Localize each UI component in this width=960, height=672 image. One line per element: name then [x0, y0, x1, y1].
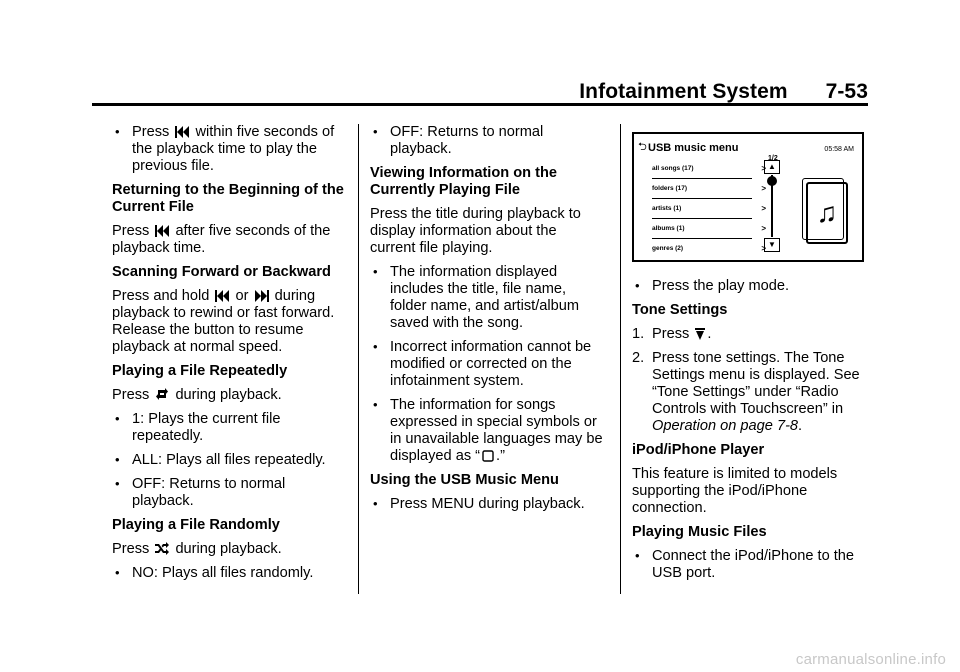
paragraph: Press after five seconds of the playback time. — [112, 223, 331, 256]
music-note-icon: ♫ — [806, 182, 848, 244]
paragraph: Press during playback. — [112, 387, 282, 403]
scroll-knob — [767, 176, 777, 186]
seek-forward-icon — [255, 290, 269, 302]
usb-music-menu-screenshot — [632, 132, 864, 262]
paragraph: This feature is limited to models supporting the iPod/iPhone connection. — [632, 466, 838, 516]
shuffle-icon — [155, 541, 169, 555]
menu-down-icon — [695, 328, 705, 340]
seek-back-icon — [215, 290, 229, 302]
list-item: • Press MENU during playback. — [370, 496, 606, 513]
list-item: • The information displayed includes the title, file name, folder name, and artist/album saved with the song. — [370, 264, 606, 332]
list-item: • NO: Plays all files randomly. — [112, 565, 348, 582]
seek-back-icon — [155, 225, 169, 237]
heading: Returning to the Beginning of the Current File — [112, 182, 344, 215]
paragraph: Press during playback. — [112, 541, 282, 557]
page-reference[interactable]: Operation on page 7-8 — [652, 418, 799, 434]
list-item: • ALL: Plays all files repeatedly. — [112, 452, 348, 469]
paragraph: Press the title during playback to display information about the current file playing. — [370, 206, 581, 256]
back-arrow-icon: ⮌ — [638, 141, 647, 153]
seek-back-icon — [175, 126, 189, 138]
numbered-step: 1. Press . — [632, 326, 712, 342]
column-divider — [358, 124, 359, 594]
list-item: all songs (17) > — [652, 159, 752, 179]
heading: Using the USB Music Menu — [370, 472, 559, 488]
page-number: 7-53 — [825, 80, 868, 103]
heading: Playing Music Files — [632, 524, 767, 540]
column-divider — [620, 124, 621, 594]
list-item: • 1: Plays the current file repeatedly. — [112, 411, 348, 445]
list-item: folders (17) > — [652, 179, 752, 199]
chevron-right-icon: > — [761, 224, 766, 233]
heading: Tone Settings — [632, 302, 728, 318]
paragraph: Press and hold or during playback to rewind or fast forward. Release the button to resume playback at normal speed. — [112, 288, 335, 355]
empty-box-icon — [482, 450, 494, 462]
heading: Playing a File Repeatedly — [112, 363, 288, 379]
list-item: • Press the play mode. — [632, 278, 868, 295]
column-1 — [112, 124, 348, 589]
numbered-step: 2. Press tone settings. The Tone Settings menu is displayed. See “Tone Settings” under “Radio Controls with Touchscreen” in Operation on page 7-8. — [632, 350, 860, 434]
heading: iPod/iPhone Player — [632, 442, 765, 458]
list-item: • Incorrect information cannot be modified or corrected on the infotainment system. — [370, 339, 606, 390]
heading: Viewing Information on the Currently Playing File — [370, 165, 558, 198]
column-2 — [370, 124, 606, 520]
screen-page: 1/2 — [768, 155, 778, 162]
heading: Playing a File Randomly — [112, 517, 280, 533]
list-item: genres (2) > — [652, 239, 752, 258]
list-item: • OFF: Returns to normal playback. — [370, 124, 606, 158]
repeat-icon — [155, 387, 169, 401]
list-item: • The information for songs expressed in special symbols or in unavailable languages may be displayed as “ .” — [370, 397, 606, 465]
list-item: • Connect the iPod/iPhone to the USB port. — [632, 548, 868, 582]
list-item: • Press within five seconds of the playback time to play the previous file. — [112, 124, 348, 175]
screen-time: 05:58 AM — [824, 146, 854, 153]
column-3 — [632, 124, 868, 589]
chevron-right-icon: > — [761, 244, 766, 253]
section-name: Infotainment System — [579, 80, 788, 103]
list-item: albums (1) > — [652, 219, 752, 239]
menu-list — [652, 159, 766, 258]
watermark: carmanualsonline.info — [795, 651, 946, 668]
chevron-right-icon: > — [761, 184, 766, 193]
scroll-up-icon: ▲ — [764, 160, 780, 174]
chevron-right-icon: > — [761, 164, 766, 173]
scroll-down-icon: ▼ — [764, 238, 780, 252]
header-rule — [92, 103, 868, 106]
section-title — [579, 80, 868, 104]
list-item: artists (1) > — [652, 199, 752, 219]
chevron-right-icon: > — [761, 204, 766, 213]
heading: Scanning Forward or Backward — [112, 264, 331, 280]
list-item: • OFF: Returns to normal playback. — [112, 476, 348, 510]
screen-title: USB music menu — [648, 142, 739, 154]
